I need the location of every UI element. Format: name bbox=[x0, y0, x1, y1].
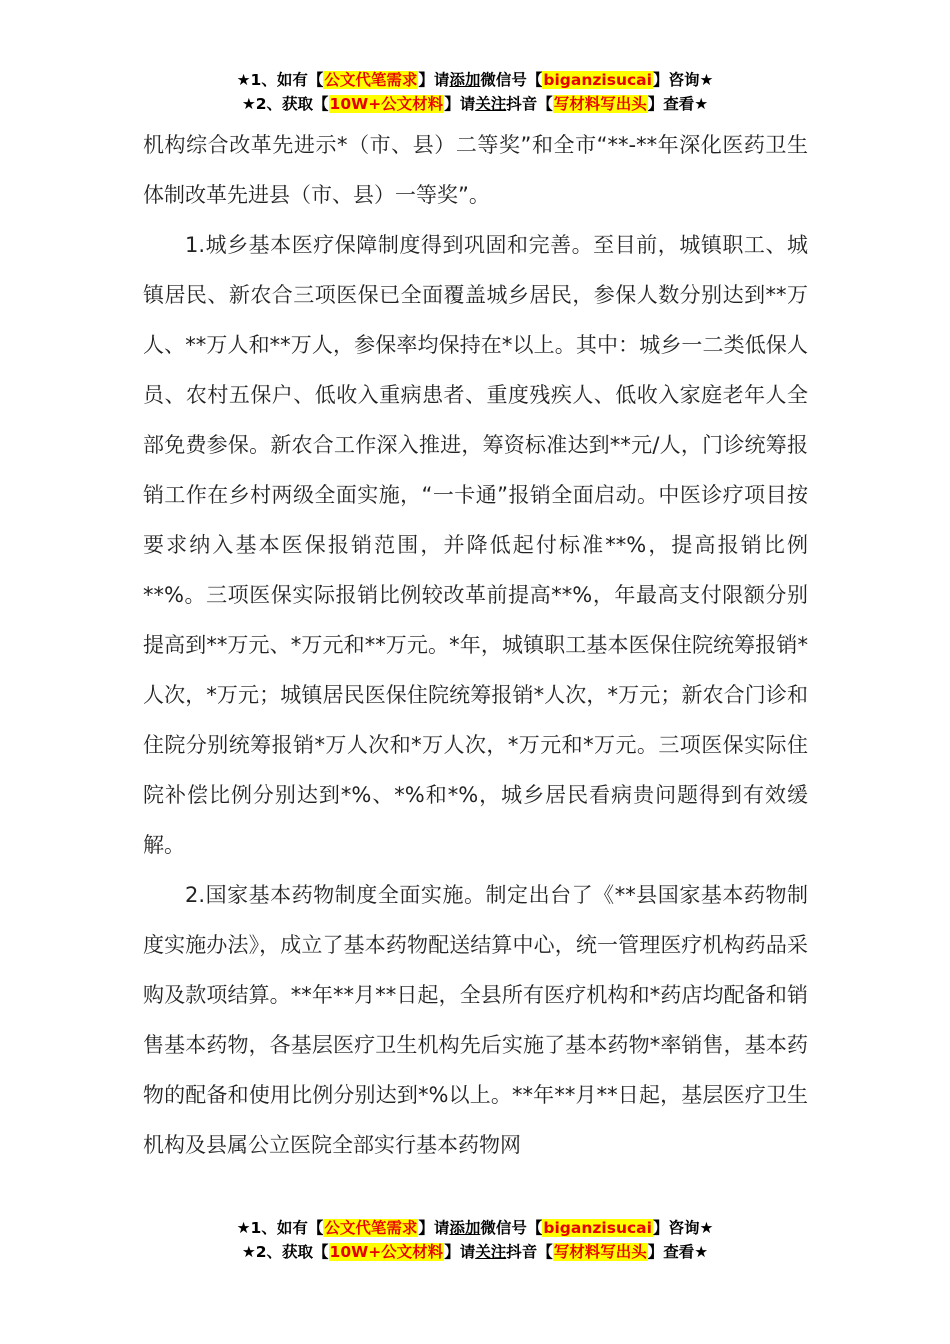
banner-text: 微信号【 bbox=[480, 1219, 543, 1237]
banner-highlight: biganzisucai bbox=[543, 1219, 652, 1237]
banner-underlined: 添加 bbox=[449, 71, 481, 89]
paragraph-continuation: 机构综合改革先进示*（市、县）二等奖”和全市“**-**年深化医药卫生体制改革先进县（市、县）一等奖”。 bbox=[143, 133, 808, 207]
banner-text: 】查看★ bbox=[647, 1243, 709, 1261]
document-body bbox=[143, 120, 808, 1170]
header-banner bbox=[0, 68, 950, 116]
banner-highlight: 写材料写出头 bbox=[553, 95, 647, 113]
banner-highlight: 10W+公文材料 bbox=[329, 1243, 444, 1261]
banner-line-2 bbox=[0, 1240, 950, 1264]
banner-underlined: 添加 bbox=[449, 1219, 481, 1237]
banner-text: ★1、如有【 bbox=[236, 71, 324, 89]
banner-text: 】咨询★ bbox=[652, 1219, 714, 1237]
banner-text: 】查看★ bbox=[647, 95, 709, 113]
banner-text: 微信号【 bbox=[480, 71, 543, 89]
banner-text: 】请 bbox=[444, 1243, 476, 1261]
banner-line-2 bbox=[0, 92, 950, 116]
banner-text: 】请 bbox=[444, 95, 476, 113]
banner-line-1 bbox=[0, 68, 950, 92]
banner-highlight: 10W+公文材料 bbox=[329, 95, 444, 113]
banner-highlight: 写材料写出头 bbox=[553, 1243, 647, 1261]
paragraph-1: 1.城乡基本医疗保障制度得到巩固和完善。至目前，城镇职工、城镇居民、新农合三项医保已全面覆盖城乡居民，参保人数分别达到**万人、**万人和**万人，参保率均保持在*以上。其中：城乡一二类低保人员、农村五保户、低收入重病患者、重度残疾人、低收入家庭老年人全部免费参保。新农合工作深入推进，筹资标准达到**元/人，门诊统筹报销工作在乡村两级全面实施，“一卡通”报销全面启动。中医诊疗项目按要求纳入基本医保报销范围，并降低起付标准**%，提高报销比例**%。三项医保实际报销比例较改革前提高**%，年最高支付限额分别提高到**万元、*万元和**万元。*年，城镇职工基本医保住院统筹报销*人次，*万元；城镇居民医保住院统筹报销*人次，*万元；新农合门诊和住院分别统筹报销*万人次和*万人次，*万元和*万元。三项医保实际住院补偿比例分别达到*%、*%和*%，城乡居民看病贵问题得到有效缓解。 bbox=[143, 233, 808, 857]
paragraph-2: 2.国家基本药物制度全面实施。制定出台了《**县国家基本药物制度实施办法》，成立了基本药物配送结算中心，统一管理医疗机构药品采购及款项结算。**年**月**日起，全县所有医疗机构和*药店均配备和销售基本药物，各基层医疗卫生机构先后实施了基本药物*率销售，基本药物的配备和使用比例分别达到*%以上。**年**月**日起，基层医疗卫生机构及县属公立医院全部实行基本药物网 bbox=[143, 883, 808, 1157]
banner-text: ★1、如有【 bbox=[236, 1219, 324, 1237]
banner-text: 】请 bbox=[418, 1219, 450, 1237]
banner-text: ★2、获取【 bbox=[241, 1243, 329, 1261]
banner-text: 】请 bbox=[418, 71, 450, 89]
banner-text: 】咨询★ bbox=[652, 71, 714, 89]
banner-text: 抖音【 bbox=[506, 1243, 553, 1261]
banner-underlined: 关注 bbox=[475, 1243, 507, 1261]
banner-highlight: biganzisucai bbox=[543, 71, 652, 89]
banner-text: ★2、获取【 bbox=[241, 95, 329, 113]
banner-highlight: 公文代笔需求 bbox=[324, 1219, 418, 1237]
banner-underlined: 关注 bbox=[475, 95, 507, 113]
footer-banner bbox=[0, 1216, 950, 1264]
banner-line-1 bbox=[0, 1216, 950, 1240]
banner-text: 抖音【 bbox=[506, 95, 553, 113]
banner-highlight: 公文代笔需求 bbox=[324, 71, 418, 89]
